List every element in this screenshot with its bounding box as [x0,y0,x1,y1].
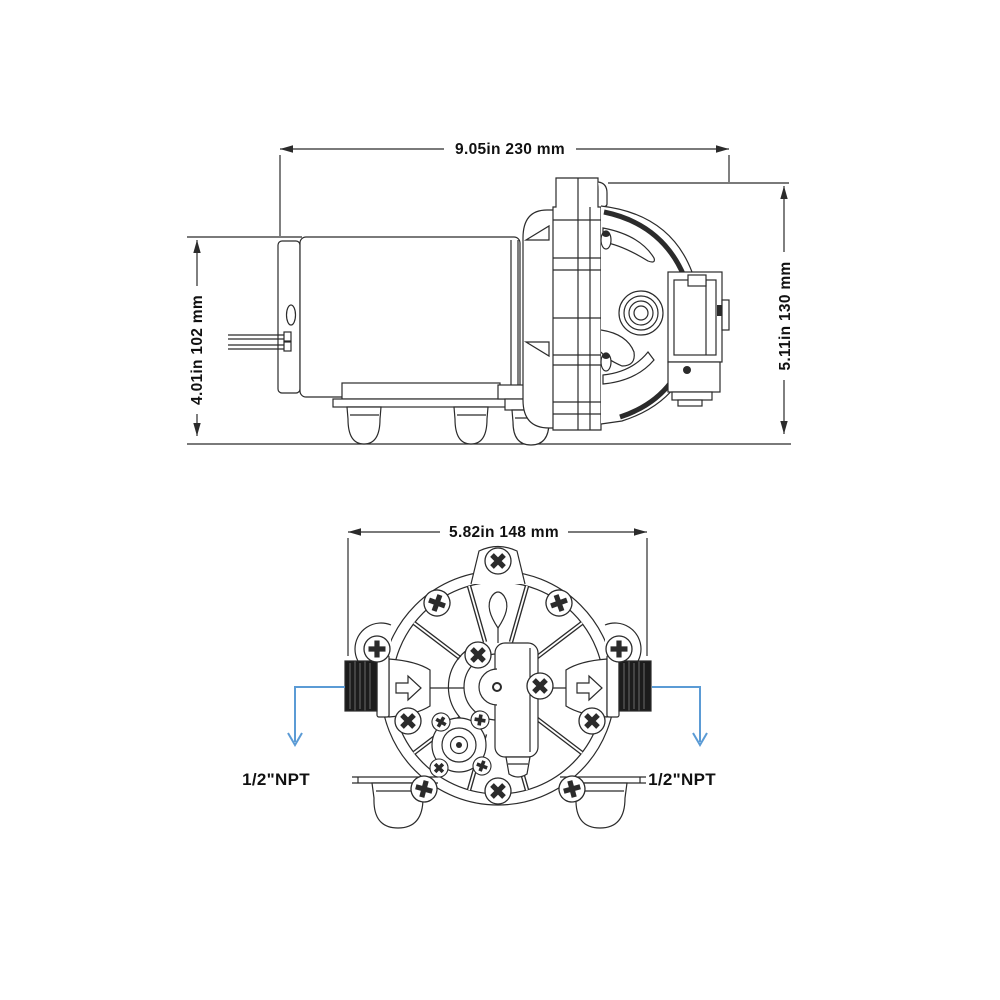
motor-height-dimension-label: 4.01in 102 mm [189,295,206,405]
port-boss-rings [619,291,663,335]
bypass-cartridge [495,643,538,777]
outlet-port [566,655,651,717]
outlet-assembly-side [668,272,729,406]
inlet-port [345,655,430,717]
overall-width-dimension-label: 9.05in 230 mm [455,141,565,158]
overall-height-dimension-label: 5.11in 130 mm [777,261,794,371]
outlet-port-label: 1/2"NPT [648,770,716,789]
hub-center [493,683,501,691]
front-width-dimension-label: 5.82in 148 mm [449,524,559,541]
inlet-port-label: 1/2"NPT [242,770,310,789]
